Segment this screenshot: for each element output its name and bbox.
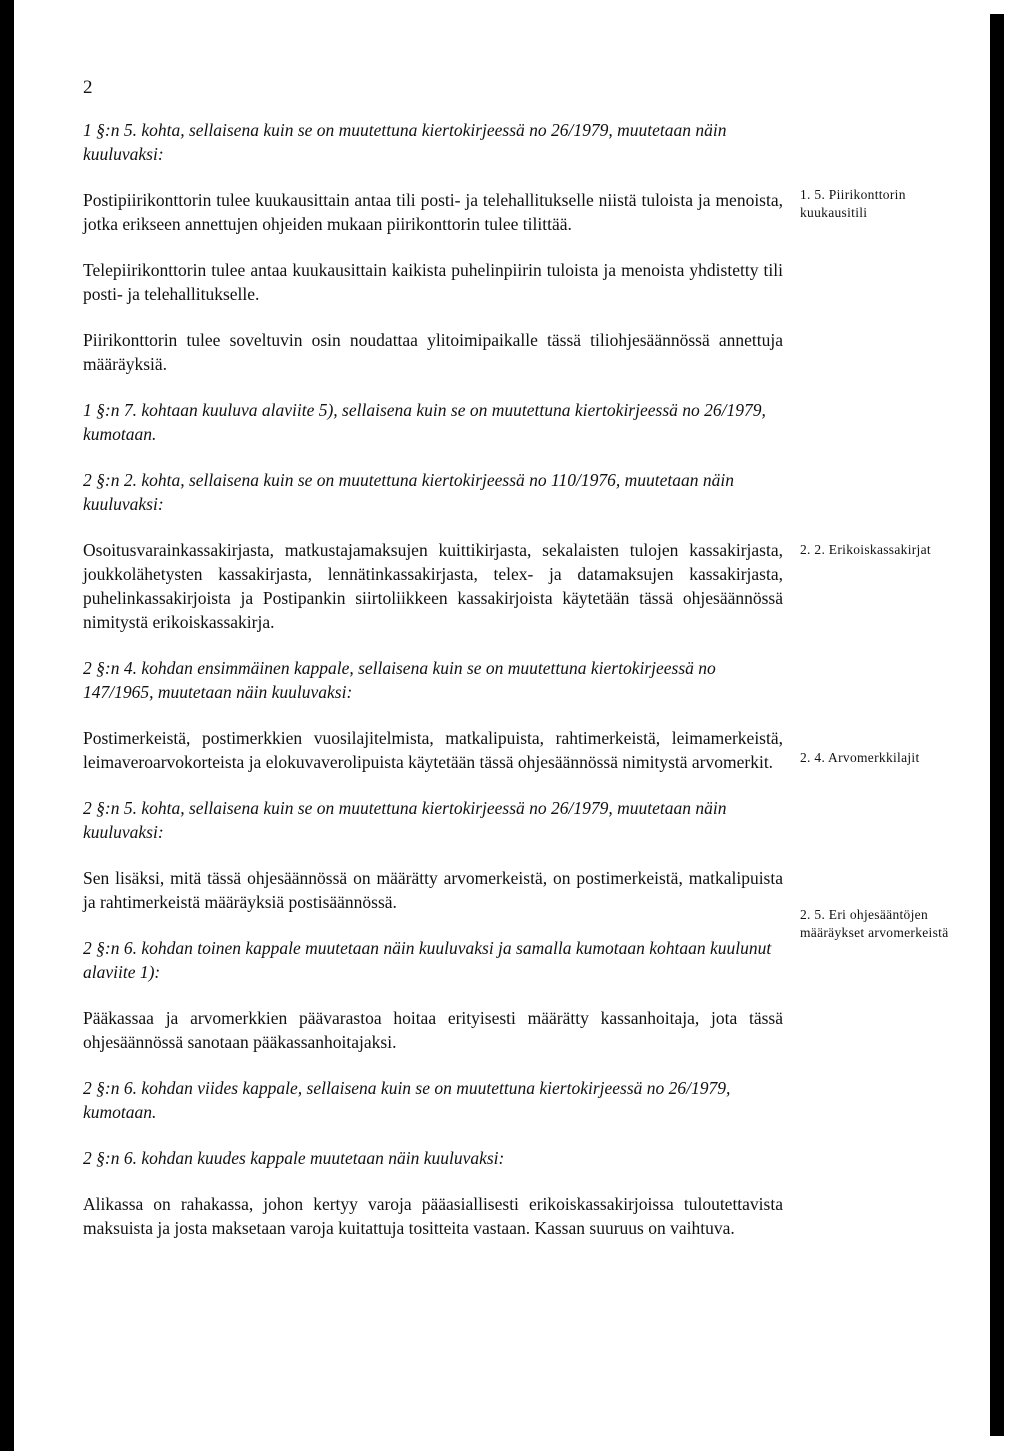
body-paragraph: Osoitusvarainkassakirjasta, matkustajamaksujen kuittikirjasta, sekalaisten tulojen kassakirjasta, joukkolähetysten kassakirjasta, lennätinkassakirjasta, telex- ja datamaksujen kassakirjasta, puhelinkassakirjoista ja Postipankin siirtoliikkeen kassakirjoista käytetään tässä ohjesäännössä nimitystä erikoiskassakirja. [83,540,783,632]
body-paragraph: Alikassa on rahakassa, johon kertyy varoja pääasiallisesti erikoiskassakirjoissa tuloutettavista maksuista ja josta maksetaan varoja kuitattuja tositteita vastaan. Kassan suuruus on vaihtuva. [83,1194,783,1238]
body-paragraph: Piirikonttorin tulee soveltuvin osin noudattaa ylitoimipaikalle tässä tiliohjesäännössä annettuja määräyksiä. [83,330,783,374]
margin-note: 1. 5. Piirikonttorin kuukausitili [800,187,906,220]
amendment-heading: 1 §:n 7. kohtaan kuuluva alaviite 5), sellaisena kuin se on muutettuna kiertokirjeessä no 26/1979, kumotaan. [83,400,766,444]
margin-note: 2. 2. Erikoiskassakirjat [800,542,931,557]
body-paragraph: Postimerkeistä, postimerkkien vuosilajitelmista, matkalipuista, rahtimerkeistä, leimamerkeistä, leimaveroarvokorteista ja elokuvaverolipuista käytetään tässä ohjesäännössä nimitystä arvomerkit. [83,728,783,772]
body-paragraph: Pääkassaa ja arvomerkkien päävarastoa hoitaa erityisesti määrätty kassanhoitaja, jota tässä ohjesäännössä sanotaan pääkassanhoitajaksi. [83,1008,783,1052]
amendment-section [83,118,783,376]
margin-note: 2. 5. Eri ohjesääntöjen määräykset arvomerkeistä [800,907,949,940]
scan-border-left [0,0,14,1451]
scan-border-right [990,14,1004,1436]
page-number: 2 [83,77,94,98]
body-paragraph: Telepiirikonttorin tulee antaa kuukausittain kaikista puhelinpiirin tuloista ja menoista yhdistetty tili posti- ja telehallitukselle. [83,260,783,304]
body-paragraph: Postipiirikonttorin tulee kuukausittain antaa tili posti- ja telehallitukselle niistä tuloista ja menoista, jotka erikseen annettujen ohjeiden mukaan piirikonttorin tulee tilittää. [83,190,783,234]
amendment-heading: 2 §:n 6. kohdan viides kappale, sellaisena kuin se on muutettuna kiertokirjeessä no 26/1979, kumotaan. [83,1078,731,1122]
amendment-heading: 2 §:n 2. kohta, sellaisena kuin se on muutettuna kiertokirjeessä no 110/1976, muutetaan näin kuuluvaksi: [83,470,734,514]
amendment-heading: 2 §:n 6. kohdan kuudes kappale muutetaan näin kuuluvaksi: [83,1148,505,1168]
amendment-section [83,656,783,774]
amendment-section [83,468,783,634]
amendment-section [83,1146,783,1240]
amendment-heading: 1 §:n 5. kohta, sellaisena kuin se on muutettuna kiertokirjeessä no 26/1979, muutetaan näin kuuluvaksi: [83,120,727,164]
amendment-section [83,1076,783,1124]
margin-note: 2. 4. Arvomerkkilajit [800,750,920,765]
body-paragraph: Sen lisäksi, mitä tässä ohjesäännössä on määrätty arvomerkeistä, on postimerkeistä, matkalipuista ja rahtimerkeistä määräyksiä postisäännössä. [83,868,783,912]
amendment-heading: 2 §:n 4. kohdan ensimmäinen kappale, sellaisena kuin se on muutettuna kiertokirjeessä no 147/1965, muutetaan näin kuuluvaksi: [83,658,716,702]
amendment-section [83,796,783,914]
amendment-section [83,936,783,1054]
amendment-heading: 2 §:n 6. kohdan toinen kappale muutetaan näin kuuluvaksi ja samalla kumotaan kohtaan kuulunut alaviite 1): [83,938,772,982]
main-text-column [83,118,783,1262]
amendment-heading: 2 §:n 5. kohta, sellaisena kuin se on muutettuna kiertokirjeessä no 26/1979, muutetaan näin kuuluvaksi: [83,798,727,842]
amendment-section [83,398,783,446]
